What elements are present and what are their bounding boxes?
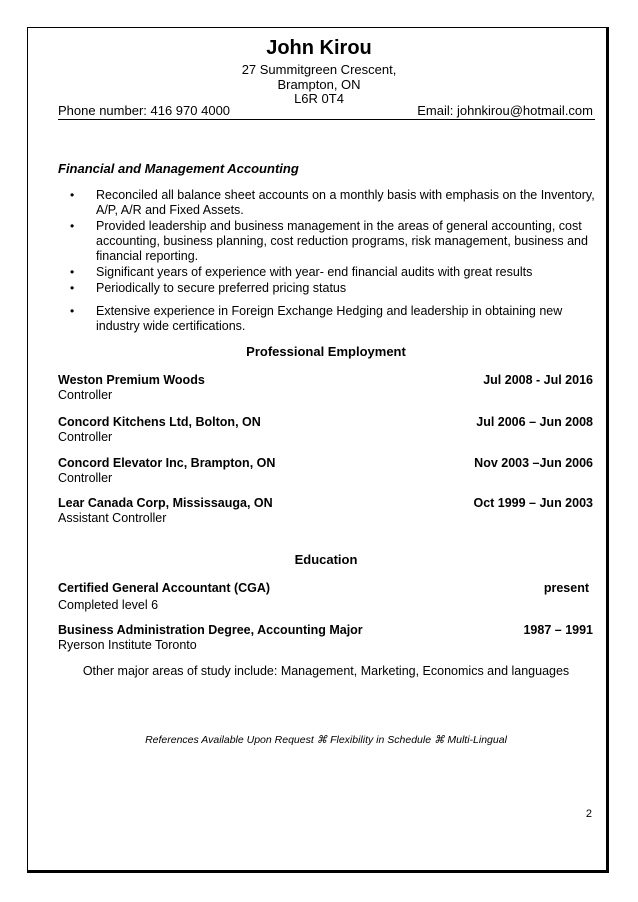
phone-number: Phone number: 416 970 4000 bbox=[58, 103, 231, 118]
job-company: Weston Premium Woods bbox=[58, 373, 205, 387]
education-program: Certified General Accountant (CGA) bbox=[58, 581, 271, 595]
bullet-glyph: • bbox=[70, 281, 75, 295]
job-role: Controller bbox=[58, 471, 113, 485]
education-row bbox=[58, 623, 593, 637]
email-address: Email: johnkirou@hotmail.com bbox=[417, 103, 593, 118]
bullet-text: Significant years of experience with year- end financial audits with great results bbox=[96, 265, 533, 279]
bullet-glyph: • bbox=[70, 188, 75, 202]
education-dates: 1987 – 1991 bbox=[523, 623, 593, 637]
job-row bbox=[58, 415, 593, 429]
summary-list bbox=[58, 188, 598, 335]
bullet-text: Periodically to secure preferred pricing status bbox=[96, 281, 347, 295]
job-role: Assistant Controller bbox=[58, 511, 167, 525]
address-line-3: L6R 0T4 bbox=[294, 91, 344, 106]
list-item bbox=[58, 188, 598, 218]
contact-row bbox=[58, 103, 593, 118]
address-line-1: 27 Summitgreen Crescent, bbox=[241, 62, 397, 77]
education-program: Business Administration Degree, Accounting Major bbox=[58, 623, 363, 637]
job-company: Concord Elevator Inc, Brampton, ON bbox=[58, 456, 276, 470]
education-note: Other major areas of study include: Management, Marketing, Economics and languages bbox=[82, 664, 570, 678]
page-number: 2 bbox=[585, 808, 592, 820]
bullet-glyph: • bbox=[70, 219, 75, 233]
bullet-text: Extensive experience in Foreign Exchange Hedging and leadership in obtaining new industry wide certifications. bbox=[96, 304, 563, 333]
list-item bbox=[58, 265, 598, 280]
list-item bbox=[58, 219, 598, 264]
list-item bbox=[58, 304, 598, 334]
education-detail: Ryerson Institute Toronto bbox=[58, 638, 197, 652]
education-row bbox=[58, 581, 589, 595]
employment-heading: Professional Employment bbox=[246, 344, 406, 359]
education-heading: Education bbox=[294, 552, 358, 567]
bullet-glyph: • bbox=[70, 265, 75, 279]
job-role: Controller bbox=[58, 430, 113, 444]
education-detail: Completed level 6 bbox=[58, 598, 159, 612]
bullet-text: Reconciled all balance sheet accounts on a monthly basis with emphasis on the Inventory, A/P, A/R and Fixed Assets. bbox=[96, 188, 595, 217]
list-item bbox=[58, 281, 598, 296]
job-dates: Oct 1999 – Jun 2003 bbox=[473, 496, 593, 510]
applicant-name: John Kirou bbox=[266, 37, 372, 59]
job-row bbox=[58, 456, 593, 470]
job-company: Lear Canada Corp, Mississauga, ON bbox=[58, 496, 273, 510]
bullet-text: Provided leadership and business management in the areas of general accounting, cost accounting, business planning, cost reduction programs, risk management, business and financial reporting. bbox=[96, 219, 588, 263]
job-row bbox=[58, 373, 593, 387]
job-row bbox=[58, 496, 593, 510]
job-company: Concord Kitchens Ltd, Bolton, ON bbox=[58, 415, 261, 429]
references-line: References Available Upon Request ⌘ Flexibility in Schedule ⌘ Multi-Lingual bbox=[145, 734, 507, 746]
bullet-glyph: • bbox=[70, 304, 75, 318]
education-dates: present bbox=[543, 581, 589, 595]
summary-title: Financial and Management Accounting bbox=[58, 161, 299, 176]
job-role: Controller bbox=[58, 388, 113, 402]
header-divider bbox=[58, 119, 595, 120]
job-dates: Jul 2008 - Jul 2016 bbox=[483, 373, 593, 387]
page-border bbox=[27, 27, 609, 873]
job-dates: Nov 2003 –Jun 2006 bbox=[474, 456, 593, 470]
job-dates: Jul 2006 – Jun 2008 bbox=[476, 415, 593, 429]
address-line-2: Brampton, ON bbox=[277, 77, 361, 92]
